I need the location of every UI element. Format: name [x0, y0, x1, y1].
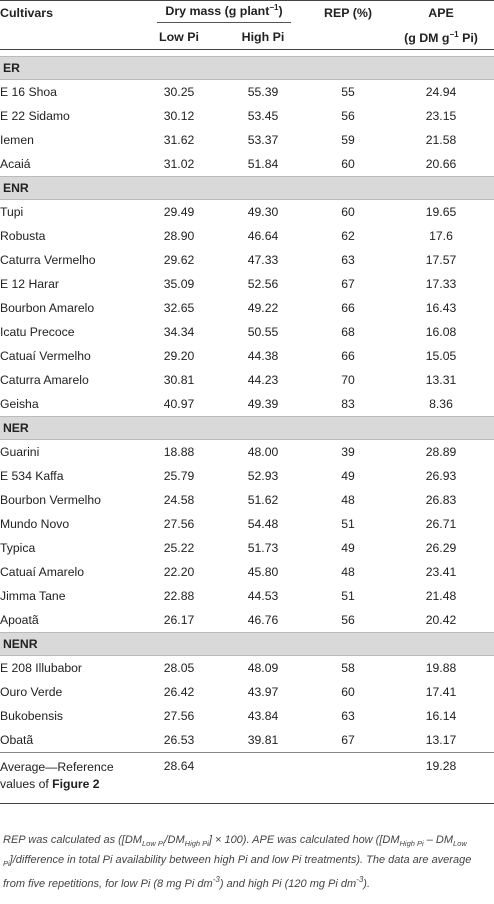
- table-row: [0, 536, 494, 560]
- low-pi-value: 29.49: [163, 205, 195, 219]
- group-label: ER: [0, 57, 494, 80]
- cultivar-name: Catuaí Amarelo: [0, 565, 85, 579]
- table-row: [0, 368, 494, 392]
- cultivar-name: Obatã: [0, 733, 34, 747]
- cultivar-name: Geisha: [0, 397, 39, 411]
- table-row: [0, 656, 494, 681]
- high-pi-value: 43.84: [247, 709, 279, 723]
- low-pi-value: 30.25: [163, 85, 195, 99]
- low-pi-value: 34.34: [163, 325, 195, 339]
- group-row: [0, 177, 494, 200]
- cultivar-name: Bourbon Amarelo: [0, 301, 95, 315]
- high-pi-value: 39.81: [247, 733, 279, 747]
- cultivar-name: Mundo Novo: [0, 517, 70, 531]
- ape-value: 16.14: [425, 709, 457, 723]
- table-row: [0, 608, 494, 633]
- high-pi-value: 47.33: [247, 253, 279, 267]
- rep-value: 60: [341, 157, 355, 171]
- low-pi-value: 35.09: [163, 277, 195, 291]
- header-dry-mass: Dry mass (g plant$^{-1}$): [140, 1, 308, 26]
- table-row: [0, 512, 494, 536]
- ape-value: 20.66: [425, 157, 457, 171]
- low-pi-value: 26.17: [163, 613, 195, 627]
- group-row: [0, 57, 494, 80]
- low-pi-value: 30.12: [163, 109, 195, 123]
- table-row: [0, 320, 494, 344]
- cultivar-name: Catuaí Vermelho: [0, 349, 91, 363]
- group-label: NENR: [0, 633, 494, 656]
- low-pi-value: 22.20: [163, 565, 195, 579]
- cultivar-name: Jimma Tane: [0, 589, 66, 603]
- rep-value: 51: [341, 589, 355, 603]
- average-label: Average—Reference values of Figure 2: [0, 753, 140, 804]
- high-pi-value: 46.76: [247, 613, 279, 627]
- low-pi-value: 32.65: [163, 301, 195, 315]
- table-row: [0, 392, 494, 417]
- high-pi-value: 44.53: [247, 589, 279, 603]
- high-pi-value: 52.93: [247, 469, 279, 483]
- rep-value: 49: [341, 541, 355, 555]
- high-pi-value: 49.39: [247, 397, 279, 411]
- rep-value: 63: [341, 709, 355, 723]
- table-row: [0, 440, 494, 465]
- table-row: [0, 560, 494, 584]
- high-pi-value: 52.56: [247, 277, 279, 291]
- low-pi-value: 25.79: [163, 469, 195, 483]
- rep-value: 51: [341, 517, 355, 531]
- cultivar-name: E 22 Sidamo: [0, 109, 70, 123]
- table-row: [0, 128, 494, 152]
- table-row: [0, 272, 494, 296]
- rep-value: 83: [341, 397, 355, 411]
- table-row: [0, 296, 494, 320]
- ape-value: 17.41: [425, 685, 457, 699]
- group-label: ENR: [0, 177, 494, 200]
- rep-value: 59: [341, 133, 355, 147]
- ape-value: 24.94: [425, 85, 457, 99]
- rep-value: 67: [341, 277, 355, 291]
- ape-value: 21.48: [425, 589, 457, 603]
- high-pi-value: 49.30: [247, 205, 279, 219]
- rep-value: 56: [341, 109, 355, 123]
- low-pi-value: 30.81: [163, 373, 195, 387]
- low-pi-value: 31.02: [163, 157, 195, 171]
- cultivar-name: Caturra Amarelo: [0, 373, 89, 387]
- high-pi-value: 51.62: [247, 493, 279, 507]
- cultivar-name: Acaiá: [0, 157, 31, 171]
- high-pi-value: 46.64: [247, 229, 279, 243]
- rep-value: 68: [341, 325, 355, 339]
- table-row: [0, 152, 494, 177]
- cultivar-name: Bourbon Vermelho: [0, 493, 101, 507]
- cultivar-name: Typica: [0, 541, 36, 555]
- header-cultivars: Cultivars: [0, 1, 140, 26]
- ape-value: 8.36: [429, 397, 453, 411]
- rep-value: 58: [341, 661, 355, 675]
- low-pi-value: 26.53: [163, 733, 195, 747]
- low-pi-value: 24.58: [163, 493, 195, 507]
- rep-value: 55: [341, 85, 355, 99]
- low-pi-value: 26.42: [163, 685, 195, 699]
- group-label: NER: [0, 417, 494, 440]
- rep-value: 66: [341, 301, 355, 315]
- table-row: [0, 344, 494, 368]
- ape-value: 17.6: [429, 229, 453, 243]
- high-pi-value: 55.39: [247, 85, 279, 99]
- high-pi-value: 43.97: [247, 685, 279, 699]
- rep-value: 39: [341, 445, 355, 459]
- table-row: [0, 248, 494, 272]
- rep-value: 56: [341, 613, 355, 627]
- table-row: [0, 704, 494, 728]
- high-pi-value: 49.22: [247, 301, 279, 315]
- high-pi-value: 44.23: [247, 373, 279, 387]
- ape-value: 23.15: [425, 109, 457, 123]
- header-high-pi: High Pi: [218, 25, 308, 50]
- low-pi-value: 27.56: [163, 709, 195, 723]
- table-row: [0, 584, 494, 608]
- ape-value: 28.89: [425, 445, 457, 459]
- high-pi-value: 54.48: [247, 517, 279, 531]
- low-pi-value: 22.88: [163, 589, 195, 603]
- header-ape: APE: [388, 1, 494, 26]
- table-row: [0, 104, 494, 128]
- header-rep: REP (%): [308, 1, 388, 26]
- low-pi-value: 29.20: [163, 349, 195, 363]
- table-row: [0, 488, 494, 512]
- low-pi-value: 31.62: [163, 133, 195, 147]
- high-pi-value: 53.45: [247, 109, 279, 123]
- cultivar-name: Icatu Precoce: [0, 325, 75, 339]
- header-low-pi: Low Pi: [140, 25, 218, 50]
- header-row-2: [0, 25, 494, 50]
- high-pi-value: 48.09: [247, 661, 279, 675]
- high-pi-value: 45.80: [247, 565, 279, 579]
- cultivar-name: Robusta: [0, 229, 46, 243]
- low-pi-value: 25.22: [163, 541, 195, 555]
- high-pi-value: 50.55: [247, 325, 279, 339]
- average-ape: 19.28: [388, 753, 494, 804]
- rep-value: 48: [341, 493, 355, 507]
- table-row: [0, 80, 494, 105]
- rep-value: 70: [341, 373, 355, 387]
- cultivar-name: Ouro Verde: [0, 685, 63, 699]
- table-row: [0, 224, 494, 248]
- average-low-pi: 28.64: [140, 753, 218, 804]
- cultivar-name: E 16 Shoa: [0, 85, 57, 99]
- table-row: [0, 728, 494, 753]
- cultivar-name: E 12 Harar: [0, 277, 59, 291]
- rep-value: 48: [341, 565, 355, 579]
- rep-value: 66: [341, 349, 355, 363]
- ape-value: 26.29: [425, 541, 457, 555]
- ape-value: 13.17: [425, 733, 457, 747]
- table-footnote: REP was calculated as $([DM_{Low Pi}/DM_{High Pi}] \times 100)$. APE was calculated how ([$DM_{High Pi}$ – $DM_{Low Pi}$]/difference in total Pi availability between high Pi and low Pi treatments). The data are average from five repetitions, for low Pi (8 mg Pi $dm^{-3}$) and high Pi (120 mg Pi $dm^{-3}$).: [3, 834, 472, 891]
- cultivar-name: Caturra Vermelho: [0, 253, 96, 267]
- group-row: [0, 633, 494, 656]
- low-pi-value: 29.62: [163, 253, 195, 267]
- ape-value: 16.43: [425, 301, 457, 315]
- ape-value: 17.57: [425, 253, 457, 267]
- low-pi-value: 28.90: [163, 229, 195, 243]
- high-pi-value: 53.37: [247, 133, 279, 147]
- header-row-1: [0, 1, 494, 26]
- ape-value: 21.58: [425, 133, 457, 147]
- ape-value: 16.08: [425, 325, 457, 339]
- cultivar-name: E 534 Kaffa: [0, 469, 64, 483]
- rep-value: 67: [341, 733, 355, 747]
- ape-value: 26.71: [425, 517, 457, 531]
- ape-value: 19.88: [425, 661, 457, 675]
- high-pi-value: 51.73: [247, 541, 279, 555]
- ape-value: 15.05: [425, 349, 457, 363]
- table-row: [0, 680, 494, 704]
- rep-value: 60: [341, 685, 355, 699]
- ape-value: 17.33: [425, 277, 457, 291]
- ape-value: 20.42: [425, 613, 457, 627]
- high-pi-value: 51.84: [247, 157, 279, 171]
- ape-value: 13.31: [425, 373, 457, 387]
- header-ape-unit: (g DM $g^{-1}$ Pi): [388, 25, 494, 50]
- cultivar-name: Bukobensis: [0, 709, 64, 723]
- low-pi-value: 40.97: [163, 397, 195, 411]
- cultivar-name: E 208 Illubabor: [0, 661, 82, 675]
- ape-value: 23.41: [425, 565, 457, 579]
- rep-value: 63: [341, 253, 355, 267]
- high-pi-value: 48.00: [247, 445, 279, 459]
- group-row: [0, 417, 494, 440]
- table-row: [0, 464, 494, 488]
- ape-value: 26.83: [425, 493, 457, 507]
- table-row: [0, 200, 494, 225]
- low-pi-value: 27.56: [163, 517, 195, 531]
- rep-value: 60: [341, 205, 355, 219]
- low-pi-value: 18.88: [163, 445, 195, 459]
- cultivar-name: Guarini: [0, 445, 40, 459]
- cultivar-name: Tupi: [0, 205, 24, 219]
- low-pi-value: 28.05: [163, 661, 195, 675]
- ape-value: 19.65: [425, 205, 457, 219]
- cultivar-name: Iemen: [0, 133, 34, 147]
- average-row: [0, 753, 494, 804]
- ape-value: 26.93: [425, 469, 457, 483]
- rep-value: 49: [341, 469, 355, 483]
- rep-value: 62: [341, 229, 355, 243]
- high-pi-value: 44.38: [247, 349, 279, 363]
- cultivar-name: Apoatã: [0, 613, 39, 627]
